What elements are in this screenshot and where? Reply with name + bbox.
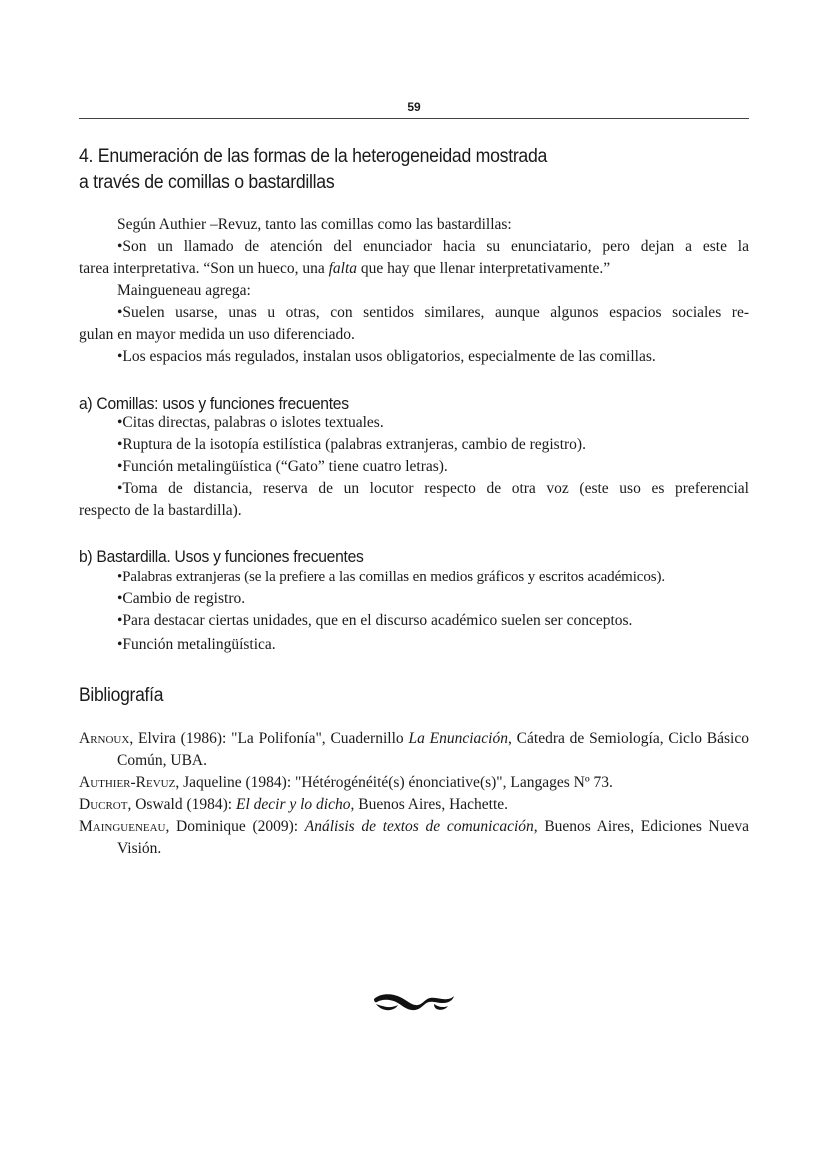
bibliography-title-italic: El decir y lo dicho (235, 796, 351, 813)
bibliography-entry (79, 816, 749, 860)
page-number: 59 (407, 100, 421, 114)
section-b-list (79, 566, 749, 656)
section-b-title: b) Bastardilla. Usos y funciones frecuentes (79, 547, 364, 566)
bibliography-entry (79, 794, 749, 816)
list-item-line-2: respecto de la bastardilla). (79, 502, 242, 519)
section-a-list (79, 412, 749, 522)
section-4-body (79, 214, 749, 368)
paragraph-llamado-line-2 (79, 258, 749, 280)
list-item: •Ruptura de la isotopía estilística (palabras extranjeras, cambio de registro). (117, 436, 586, 453)
paragraph-espacios: •Los espacios más regulados, instalan usos obligatorios, especialmente de las comillas. (117, 348, 656, 365)
paragraph-suelen-line-1: •Suelen usarse, unas u otras, con sentidos similares, aunque algunos espacios sociales re- (117, 304, 749, 321)
bibliography-entry (79, 772, 749, 794)
bibliography-author: Ducrot (79, 796, 128, 813)
section-a-title: a) Comillas: usos y funciones frecuentes (79, 394, 349, 413)
header-rule (79, 118, 749, 119)
bibliography-text: , Dominique (2009): (165, 818, 305, 835)
list-item: •Palabras extranjeras (se la prefiere a las comillas en medios gráficos y escritos académicos). (117, 569, 666, 585)
bibliography-author: Authier-Revuz (79, 774, 176, 791)
list-item-line-1: •Toma de distancia, reserva de un locutor respecto de otra voz (este uso es preferencial (117, 480, 749, 497)
list-item: •Función metalingüística (“Gato” tiene cuatro letras). (117, 458, 448, 475)
bibliography-list (79, 728, 749, 860)
bibliography-title-italic: La Enunciación (408, 730, 508, 747)
paragraph-suelen-line-2: gulan en mayor medida un uso diferenciado. (79, 326, 355, 343)
list-item: •Para destacar ciertas unidades, que en el discurso académico suelen ser conceptos. (117, 612, 633, 629)
section-4-title-line-2: a través de comillas o bastardillas (79, 172, 335, 193)
bibliography-text: , Buenos Aires, Ediciones Nueva Visión. (117, 818, 749, 857)
bibliography-author: Arnoux (79, 730, 130, 747)
paragraph-maingueneau: Maingueneau agrega: (117, 282, 251, 299)
bibliography-title-italic: Análisis de textos de comunicación (304, 818, 534, 835)
bibliography-title: Bibliografía (79, 685, 164, 706)
paragraph-llamado-text-b: que hay que llenar interpretativamente.” (357, 260, 611, 277)
paragraph-authier: Según Authier –Revuz, tanto las comillas como las bastardillas: (117, 216, 512, 233)
bibliography-text: , Oswald (1984): (127, 796, 236, 813)
paragraph-llamado-emphasis: falta (328, 260, 358, 277)
bibliography-text: , Cátedra de Semiología, Ciclo Básico Común, UBA. (117, 730, 749, 769)
bibliography-text: , Buenos Aires, Hachette. (350, 796, 509, 813)
bibliography-text: , Jaqueline (1984): "Hétérogénéité(s) énonciative(s)", Langages Nº 73. (175, 774, 613, 791)
section-4-title (79, 144, 702, 196)
section-4-title-line-1: 4. Enumeración de las formas de la heterogeneidad mostrada (79, 146, 548, 167)
list-item: •Función metalingüística. (117, 636, 276, 653)
paragraph-llamado-line-1: •Son un llamado de atención del enunciador hacia su enunciatario, pero dejan a este la (117, 238, 749, 255)
bibliography-entry (79, 728, 749, 772)
list-item: •Cambio de registro. (117, 590, 246, 607)
bibliography-author: Maingueneau (79, 818, 166, 835)
paragraph-llamado-text-a: tarea interpretativa. “Son un hueco, una (79, 260, 329, 277)
fleuron-ornament-icon (372, 990, 456, 1016)
bibliography-text: , Elvira (1986): "La Polifonía", Cuadernillo (129, 730, 409, 747)
list-item: •Citas directas, palabras o islotes textuales. (117, 414, 384, 431)
